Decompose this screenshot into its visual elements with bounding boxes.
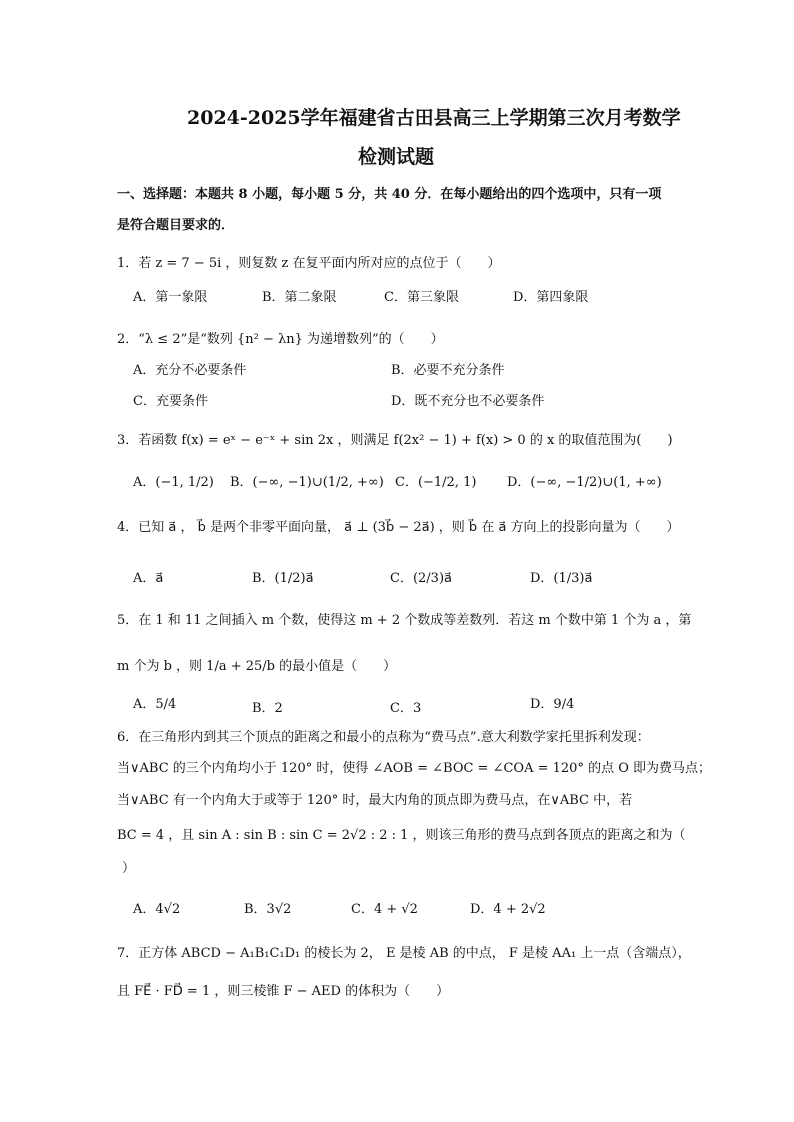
q5-option-d: D．9/4 (530, 697, 575, 712)
q3-option-a: A．(−1, 1/2) (133, 475, 214, 490)
question-5-stem-line-2: m 个为 b ，则 1/a + 25/b 的最小值是（ ） (117, 659, 397, 674)
question-4-stem: 4．已知 a⃗ ， b⃗ 是两个非零平面向量， a⃗ ⊥ (3b⃗ − 2a⃗) ，则 b⃗ 在 a⃗ 方向上的投影向量为（ ） (117, 520, 680, 535)
question-2-stem: 2．“λ ≤ 2”是“数列 {n² − λn} 为递增数列”的（ ） (117, 332, 444, 347)
q3-option-d: D．(−∞, −1/2)∪(1, +∞) (507, 475, 662, 490)
q2-option-b: B．必要不充分条件 (391, 363, 505, 378)
q6-option-d: D．4 + 2√2 (470, 902, 546, 917)
question-3-stem: 3．若函数 f(x) = eˣ − e⁻ˣ + sin 2x ，则满足 f(2x² − 1) + f(x) > 0 的 x 的取值范围为( ) (117, 433, 673, 448)
q6-option-a: A．4√2 (133, 902, 181, 917)
question-6-stem-line-5: ） (122, 861, 136, 876)
question-1-stem: 1．若 z = 7 − 5i ，则复数 z 在复平面内所对应的点位于（ ） (117, 256, 501, 271)
title-line-1: 2024-2025学年福建省古田县高三上学期第三次月考数学 (187, 107, 681, 129)
q2-option-a: A．充分不必要条件 (133, 363, 247, 378)
q1-option-b: B．第二象限 (262, 290, 337, 305)
question-6-stem-line-4: BC = 4 ，且 sin A : sin B : sin C = 2√2 : 2 : 1 ，则该三角形的费马点到各顶点的距离之和为（ (117, 828, 686, 843)
question-6-stem-line-3: 当∨ABC 有一个内角大于或等于 120° 时，最大内角的顶点即为费马点，在∨ABC 中，若 (117, 793, 633, 808)
q5-option-a: A．5/4 (133, 697, 177, 712)
q2-option-d: D．既不充分也不必要条件 (391, 394, 545, 409)
question-7-stem-line-1: 7．正方体 ABCD − A₁B₁C₁D₁ 的棱长为 2， E 是棱 AB 的中点， F 是棱 AA₁ 上一点（含端点）， (117, 946, 691, 961)
section-heading-line-2: 是符合题目要求的． (117, 218, 235, 233)
q3-option-c: C．(−1/2, 1) (395, 475, 477, 490)
q1-option-d: D．第四象限 (513, 290, 589, 305)
question-7-stem-line-2: 且 FE⃗ · FD⃗ = 1 ，则三棱锥 F − AED 的体积为（ ） (117, 984, 450, 999)
q4-option-c: C．(2/3)a⃗ (390, 571, 452, 586)
question-6-stem-line-1: 6．在三角形内到其三个顶点的距离之和最小的点称为“费马点”.意大利数学家托里拆利发现： (117, 730, 650, 745)
question-6-stem-line-2: 当∨ABC 的三个内角均小于 120° 时，使得 ∠AOB = ∠BOC = ∠COA = 120° 的点 O 即为费马点； (117, 761, 711, 776)
title-line-2: 检测试题 (358, 146, 435, 168)
q5-option-b: B．2 (252, 701, 283, 716)
q4-option-d: D．(1/3)a⃗ (530, 571, 593, 586)
q6-option-c: C．4 + √2 (351, 902, 418, 917)
q2-option-c: C．充要条件 (133, 394, 208, 409)
q3-option-b: B．(−∞, −1)∪(1/2, +∞) (230, 475, 384, 490)
q6-option-b: B．3√2 (244, 902, 292, 917)
q1-option-c: C．第三象限 (384, 290, 459, 305)
section-heading-line-1: 一、选择题：本题共 8 小题，每小题 5 分，共 40 分．在每小题给出的四个选项中，只有一项 (117, 187, 662, 202)
q5-option-c: C．3 (390, 701, 422, 716)
q1-option-a: A．第一象限 (133, 290, 208, 305)
q4-option-b: B．(1/2)a⃗ (252, 571, 314, 586)
q4-option-a: A．a⃗ (133, 571, 164, 586)
question-5-stem-line-1: 5．在 1 和 11 之间插入 m 个数，使得这 m + 2 个数成等差数列．若这 m 个数中第 1 个为 a ，第 (117, 613, 692, 628)
